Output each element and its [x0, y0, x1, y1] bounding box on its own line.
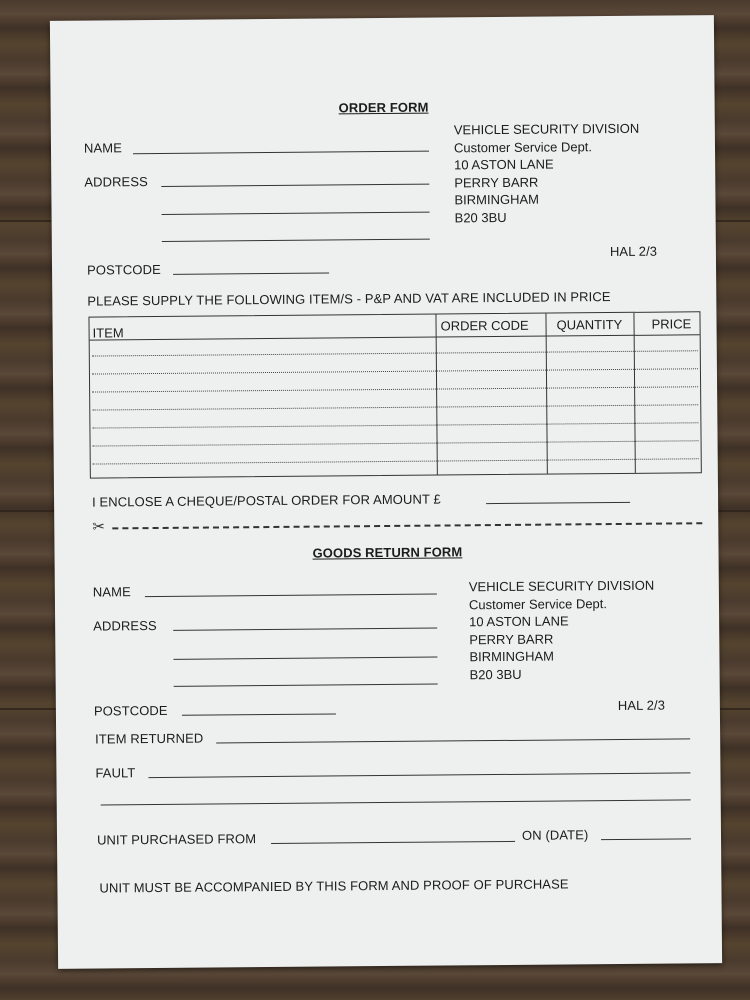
- fault-field-2[interactable]: [101, 799, 691, 805]
- table-row[interactable]: [92, 404, 698, 410]
- table-row[interactable]: [92, 386, 698, 392]
- supply-instructions: PLEASE SUPPLY THE FOLLOWING ITEM/S - P&P AND VAT ARE INCLUDED IN PRICE: [87, 289, 611, 309]
- paper-sheet: [50, 15, 722, 969]
- address-line: VEHICLE SECURITY DIVISION: [468, 577, 655, 595]
- address-line: B20 3BU: [469, 666, 522, 682]
- return-address-field-2[interactable]: [173, 657, 437, 660]
- address-line: Customer Service Dept.: [453, 138, 593, 155]
- address-line: B20 3BU: [454, 209, 507, 225]
- fault-field-1[interactable]: [148, 772, 690, 778]
- scissors-icon: ✂: [92, 518, 105, 536]
- return-address-label: ADDRESS: [93, 618, 157, 634]
- return-postcode-field[interactable]: [182, 713, 336, 715]
- address-line: Customer Service Dept.: [468, 595, 608, 612]
- return-name-label: NAME: [92, 584, 131, 600]
- col-header-order-code: ORDER CODE: [440, 317, 529, 334]
- address-line: 10 ASTON LANE: [469, 613, 569, 630]
- return-form-title: GOODS RETURN FORM: [312, 544, 463, 561]
- order-address-field-2[interactable]: [162, 212, 430, 215]
- purchase-date-label: ON (DATE): [521, 827, 589, 843]
- return-address-field-3[interactable]: [174, 684, 438, 687]
- enclose-amount-field[interactable]: [486, 502, 630, 504]
- order-return-address: [454, 120, 640, 227]
- return-address-field-1[interactable]: [173, 628, 437, 631]
- table-column-divider: [633, 313, 635, 473]
- address-line: PERRY BARR: [454, 174, 539, 190]
- purchased-from-field[interactable]: [271, 841, 515, 844]
- order-address-field-1[interactable]: [161, 184, 429, 187]
- order-postcode-field[interactable]: [173, 272, 329, 274]
- order-address-field-3[interactable]: [162, 239, 430, 242]
- item-returned-field[interactable]: [216, 738, 690, 743]
- address-line: VEHICLE SECURITY DIVISION: [453, 120, 640, 138]
- table-column-divider: [435, 315, 437, 475]
- col-header-price: PRICE: [651, 316, 692, 332]
- cut-line: [112, 522, 702, 529]
- return-address-block: [469, 577, 655, 684]
- return-name-field[interactable]: [145, 594, 437, 598]
- order-address-label: ADDRESS: [84, 174, 148, 190]
- table-column-divider: [545, 314, 547, 474]
- table-row[interactable]: [93, 440, 699, 446]
- order-ref-code: HAL 2/3: [609, 243, 658, 260]
- purchase-date-field[interactable]: [601, 838, 691, 840]
- purchased-from-label: UNIT PURCHASED FROM: [96, 831, 257, 848]
- enclose-amount-label: I ENCLOSE A CHEQUE/POSTAL ORDER FOR AMOUNT £: [92, 491, 441, 510]
- table-row[interactable]: [92, 422, 698, 428]
- fault-label: FAULT: [95, 765, 136, 781]
- table-row[interactable]: [92, 350, 698, 356]
- table-row[interactable]: [93, 458, 699, 464]
- address-line: PERRY BARR: [469, 631, 554, 647]
- order-items-table: [88, 311, 701, 478]
- col-header-quantity: QUANTITY: [556, 316, 623, 333]
- table-row[interactable]: [92, 368, 698, 374]
- address-line: BIRMINGHAM: [469, 648, 555, 665]
- order-postcode-label: POSTCODE: [86, 261, 161, 278]
- col-header-item: ITEM: [92, 325, 124, 341]
- order-form-title: ORDER FORM: [338, 99, 429, 116]
- item-returned-label: ITEM RETURNED: [95, 730, 204, 747]
- return-footer-note: UNIT MUST BE ACCOMPANIED BY THIS FORM AND PROOF OF PURCHASE: [99, 876, 569, 896]
- address-line: BIRMINGHAM: [454, 191, 540, 208]
- address-line: 10 ASTON LANE: [454, 156, 554, 173]
- order-name-field[interactable]: [133, 151, 429, 155]
- order-name-label: NAME: [83, 140, 123, 156]
- return-postcode-label: POSTCODE: [93, 702, 168, 719]
- return-ref-code: HAL 2/3: [617, 697, 666, 713]
- table-header-divider: [90, 334, 700, 340]
